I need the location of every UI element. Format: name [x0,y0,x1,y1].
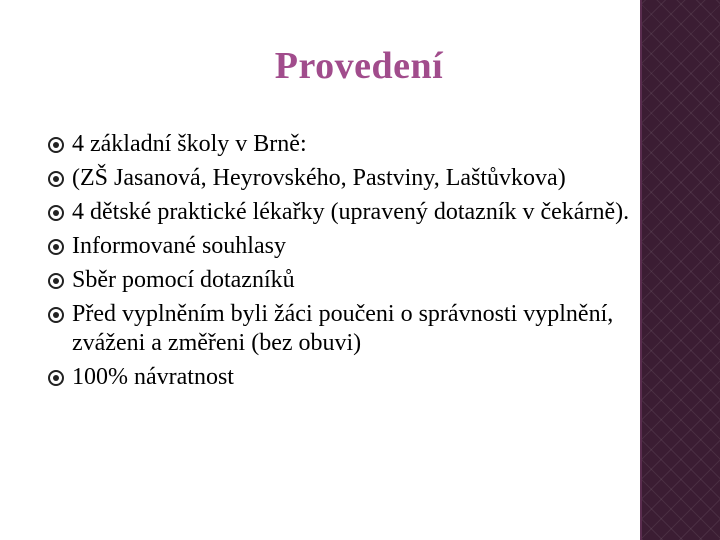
list-item [48,164,638,193]
list-item-text: 100% návratnost [72,364,234,390]
circle-bullet-icon [48,370,64,386]
circle-bullet-icon [48,239,64,255]
list-item-text: Sběr pomocí dotazníků [72,267,295,293]
list-item-text: 4 dětské praktické lékařky (upravený dotazník v čekárně). [72,199,630,225]
list-item [48,266,638,295]
list-item [48,130,638,159]
circle-bullet-icon [48,171,64,187]
slide-title-text: Provedení [274,45,444,87]
circle-bullet-icon [48,137,64,153]
decorative-side-band [640,0,720,540]
list-item-text: 4 základní školy v Brně: [72,131,307,157]
list-item [48,363,638,392]
slide-title [0,44,720,88]
circle-bullet-icon [48,273,64,289]
list-item [48,300,638,358]
list-item-text: Informované souhlasy [72,233,286,259]
list-item [48,232,638,261]
circle-bullet-icon [48,205,64,221]
list-item-text: Před vyplněním byli žáci poučeni o správnosti vyplnění, zváženi a změřeni (bez obuvi) [72,301,614,356]
list-item-text: (ZŠ Jasanová, Heyrovského, Pastviny, Laštůvkova) [72,165,566,191]
circle-bullet-icon [48,307,64,323]
bullet-list [48,130,638,397]
list-item [48,198,638,227]
